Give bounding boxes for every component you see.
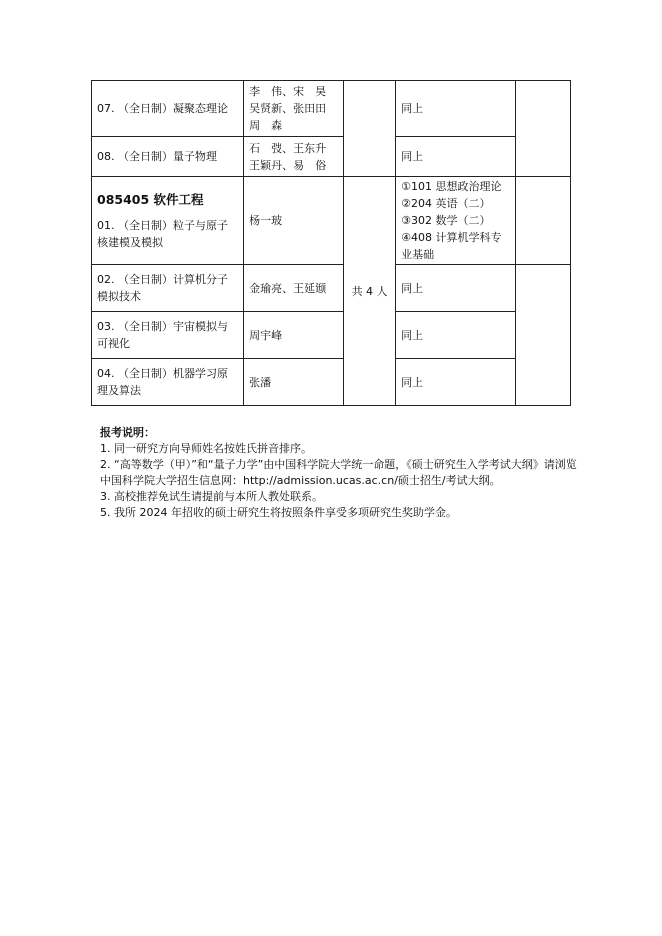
advisors-cell: 杨一玻 [244, 177, 344, 265]
research-direction [92, 177, 244, 265]
exam-subject: ①101 思想政治理论 [401, 180, 502, 193]
exam-subjects: 同上 [396, 137, 516, 177]
table-row [92, 177, 571, 265]
advisors-cell [244, 81, 344, 137]
exam-subjects: 同上 [396, 359, 516, 406]
admissions-table [91, 80, 571, 406]
note-item: 3. 高校推荐免试生请提前与本所人教处联系。 [100, 490, 323, 503]
advisor-line: 周 森 [249, 119, 283, 132]
note-item: 1. 同一研究方向导师姓名按姓氏拼音排序。 [100, 442, 312, 455]
exam-subjects [396, 177, 516, 265]
advisors-cell: 张潘 [244, 359, 344, 406]
quota-cell: 共 4 人 [343, 177, 395, 406]
exam-subject: ②204 英语（二） [401, 197, 491, 210]
advisors-cell: 周宇峰 [244, 312, 344, 359]
advisor-line: 王颖丹、易 俗 [249, 158, 327, 172]
advisors-cell [244, 137, 344, 177]
remarks-cell [516, 81, 571, 177]
research-direction: 04. （全日制）机器学习原理及算法 [92, 359, 244, 406]
note-item: 2. “高等数学（甲）”和“量子力学”由中国科学院大学统一命题，《硕士研究生入学考试大纲》请浏览中国科学院大学招生信息网：http://admission.ucas.ac.cn/硕士招生/考试大纲。 [100, 458, 577, 487]
exam-subject: ③302 数学（二） [401, 214, 491, 227]
table-row [92, 81, 571, 137]
exam-subjects: 同上 [396, 312, 516, 359]
table-row [92, 137, 571, 177]
advisor-line: 李 伟、宋 昊 [249, 85, 327, 98]
advisor-line: 吴贤新、张田田 [249, 102, 327, 115]
table-row [92, 359, 571, 406]
quota-cell-empty [343, 81, 395, 177]
table-row [92, 265, 571, 312]
research-direction: 03. （全日制）宇宙模拟与可视化 [92, 312, 244, 359]
exam-subjects: 同上 [396, 265, 516, 312]
research-direction: 02. （全日制）计算机分子模拟技术 [92, 265, 244, 312]
application-notes [100, 425, 580, 521]
advisors-cell: 金瑜亮、王延颋 [244, 265, 344, 312]
direction-label: 01. （全日制）粒子与原子核建模及模拟 [97, 218, 228, 249]
exam-subject: ④408 计算机学科专业基础 [401, 231, 502, 261]
remarks-cell [516, 177, 571, 265]
remarks-cell [516, 265, 571, 406]
exam-subjects: 同上 [396, 81, 516, 137]
notes-title: 报考说明： [100, 426, 155, 439]
major-title: 085405 软件工程 [97, 191, 204, 207]
table-row [92, 312, 571, 359]
advisor-line: 石 弢、王东升 [249, 141, 327, 155]
research-direction: 07. （全日制）凝聚态理论 [92, 81, 244, 137]
note-item: 5. 我所 2024 年招收的硕士研究生将按照条件享受多项研究生奖助学金。 [100, 506, 457, 519]
research-direction: 08. （全日制）量子物理 [92, 137, 244, 177]
